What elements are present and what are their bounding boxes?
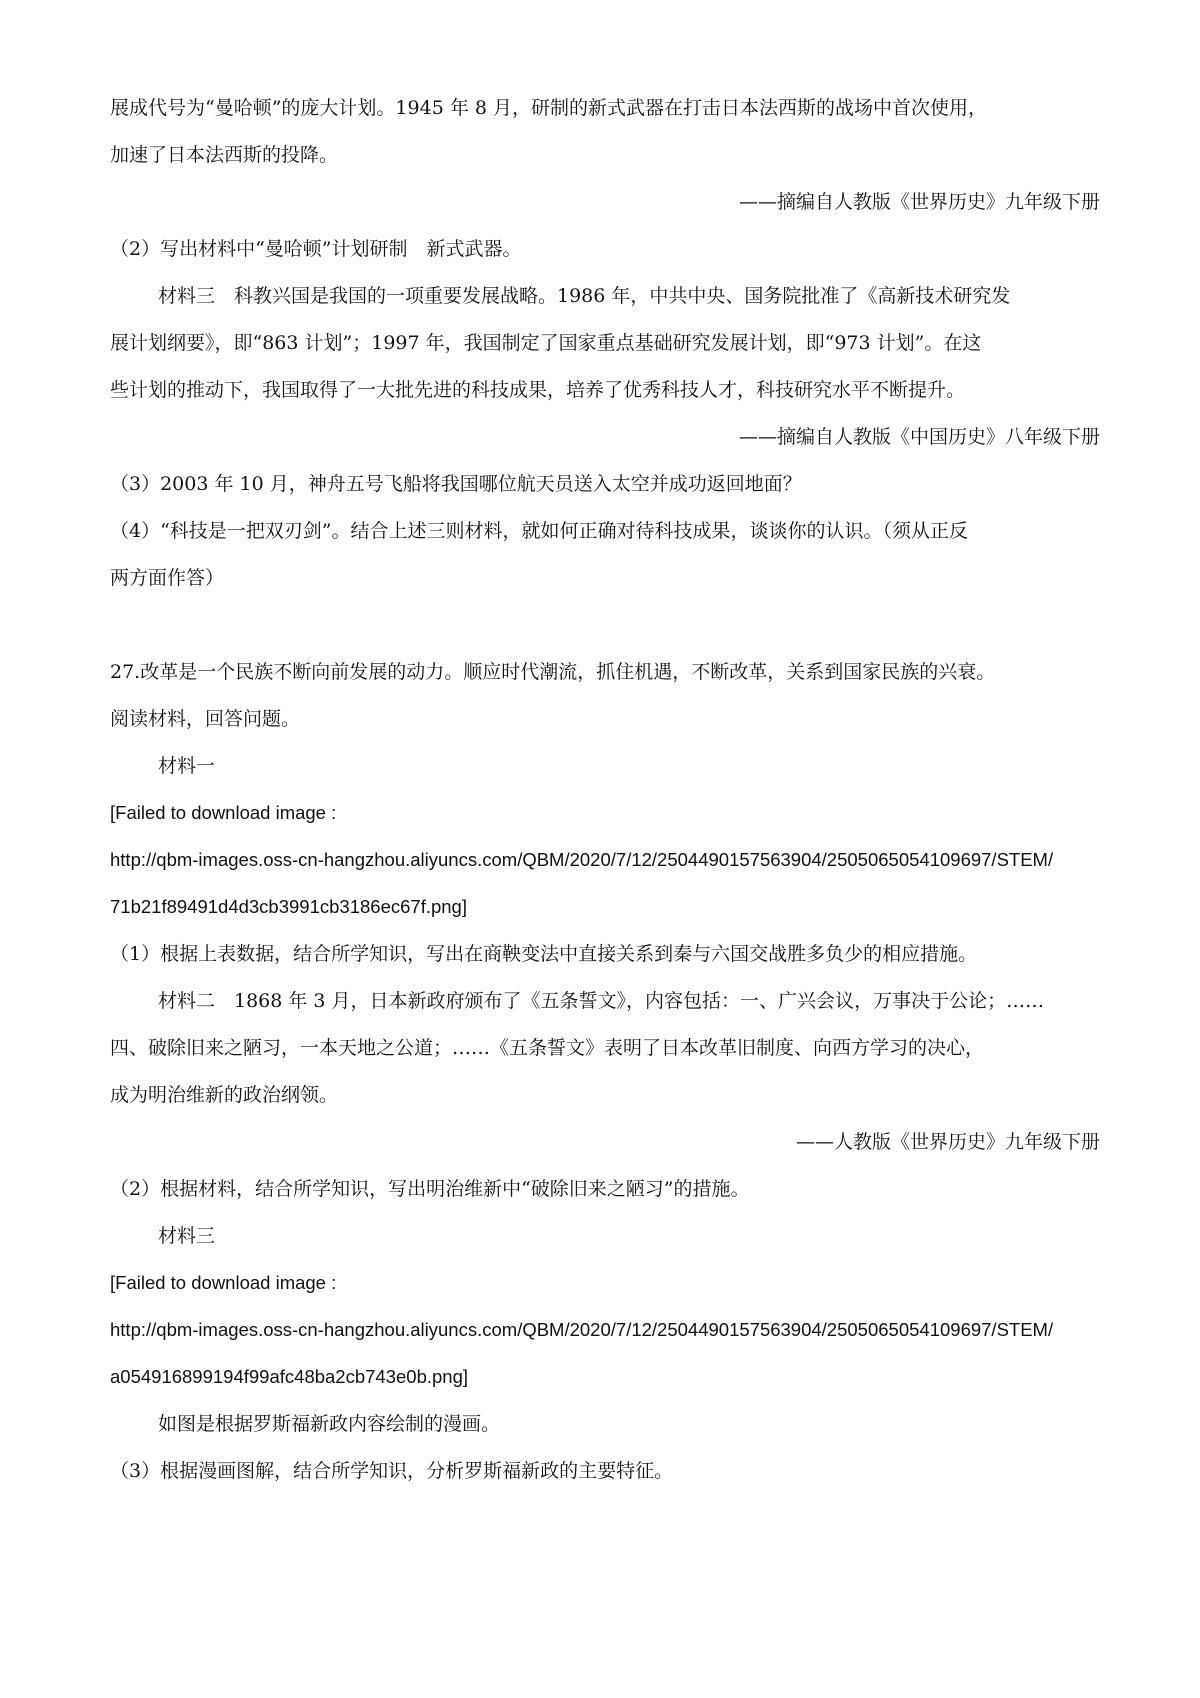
- question-4-line-1: （4）“科技是一把双刃剑”。结合上述三则材料，就如何正确对待科技成果，谈谈你的认识。（须从正反: [110, 520, 969, 542]
- material-two-source: ——摘编自人教版《世界历史》九年级下册: [738, 191, 1100, 213]
- question-27-1: （1）根据上表数据，结合所学知识，写出在商鞅变法中直接关系到秦与六国交战胜多负少的相应措施。: [110, 943, 978, 965]
- material-two-b-text-line-1: 材料二 1868 年 3 月，日本新政府颁布了《五条誓文》，内容包括：一、广兴会议，万事决于公论；……: [158, 990, 1045, 1012]
- image-error-url-line-2: 71b21f89491d4d3cb3991cb3186ec67f.png]: [110, 896, 467, 917]
- question-27-stem-line-1: 27.改革是一个民族不断向前发展的动力。顺应时代潮流，抓住机遇，不断改革，关系到国家民族的兴衰。: [110, 661, 996, 683]
- image-error-url-2-line-1: http://qbm-images.oss-cn-hangzhou.aliyuncs.com/QBM/2020/7/12/2504490157563904/2505065054109697/STEM/: [110, 1319, 1054, 1340]
- image-error-url-2-line-2: a054916899194f99afc48ba2cb743e0b.png]: [110, 1366, 469, 1387]
- question-3: （3）2003 年 10 月，神舟五号飞船将我国哪位航天员送入太空并成功返回地面？: [110, 473, 802, 495]
- image-error-label: [Failed to download image :: [110, 802, 337, 823]
- material-one-label: 材料一: [158, 755, 216, 777]
- material-two-b-source: ——人教版《世界历史》九年级下册: [795, 1131, 1100, 1153]
- question-27-3: （3）根据漫画图解，结合所学知识，分析罗斯福新政的主要特征。: [110, 1460, 674, 1482]
- image-error-url-line-1: http://qbm-images.oss-cn-hangzhou.aliyuncs.com/QBM/2020/7/12/2504490157563904/2505065054109697/STEM/: [110, 849, 1054, 870]
- question-27-2: （2）根据材料，结合所学知识，写出明治维新中“破除旧来之陋习”的措施。: [110, 1178, 750, 1200]
- question-2: （2）写出材料中“曼哈顿”计划研制 新式武器。: [110, 238, 522, 260]
- material-two-text-line-2: 加速了日本法西斯的投降。: [110, 144, 339, 166]
- material-two-text-line-1: 展成代号为“曼哈顿”的庞大计划。1945 年 8 月，研制的新式武器在打击日本法西斯的战场中首次使用，: [110, 97, 987, 119]
- material-three-b-label: 材料三: [158, 1225, 216, 1247]
- cartoon-caption: 如图是根据罗斯福新政内容绘制的漫画。: [158, 1413, 501, 1435]
- material-two-b-text-line-2: 四、破除旧来之陋习，一本天地之公道；……《五条誓文》表明了日本改革旧制度、向西方学习的决心，: [110, 1037, 985, 1059]
- material-three-text-line-1: 材料三 科教兴国是我国的一项重要发展战略。1986 年，中共中央、国务院批准了《高新技术研究发: [158, 285, 1011, 307]
- material-three-text-line-3: 些计划的推动下，我国取得了一大批先进的科技成果，培养了优秀科技人才，科技研究水平不断提升。: [110, 379, 966, 401]
- material-two-b-text-line-3: 成为明治维新的政治纲领。: [110, 1084, 339, 1106]
- material-three-text-line-2: 展计划纲要》，即“863 计划”；1997 年，我国制定了国家重点基础研究发展计划，即“973 计划”。在这: [110, 332, 982, 354]
- material-three-source: ——摘编自人教版《中国历史》八年级下册: [738, 426, 1100, 448]
- question-27-stem-line-2: 阅读材料，回答问题。: [110, 708, 301, 730]
- image-error-label-2: [Failed to download image :: [110, 1272, 337, 1293]
- question-4-line-2: 两方面作答）: [110, 567, 225, 589]
